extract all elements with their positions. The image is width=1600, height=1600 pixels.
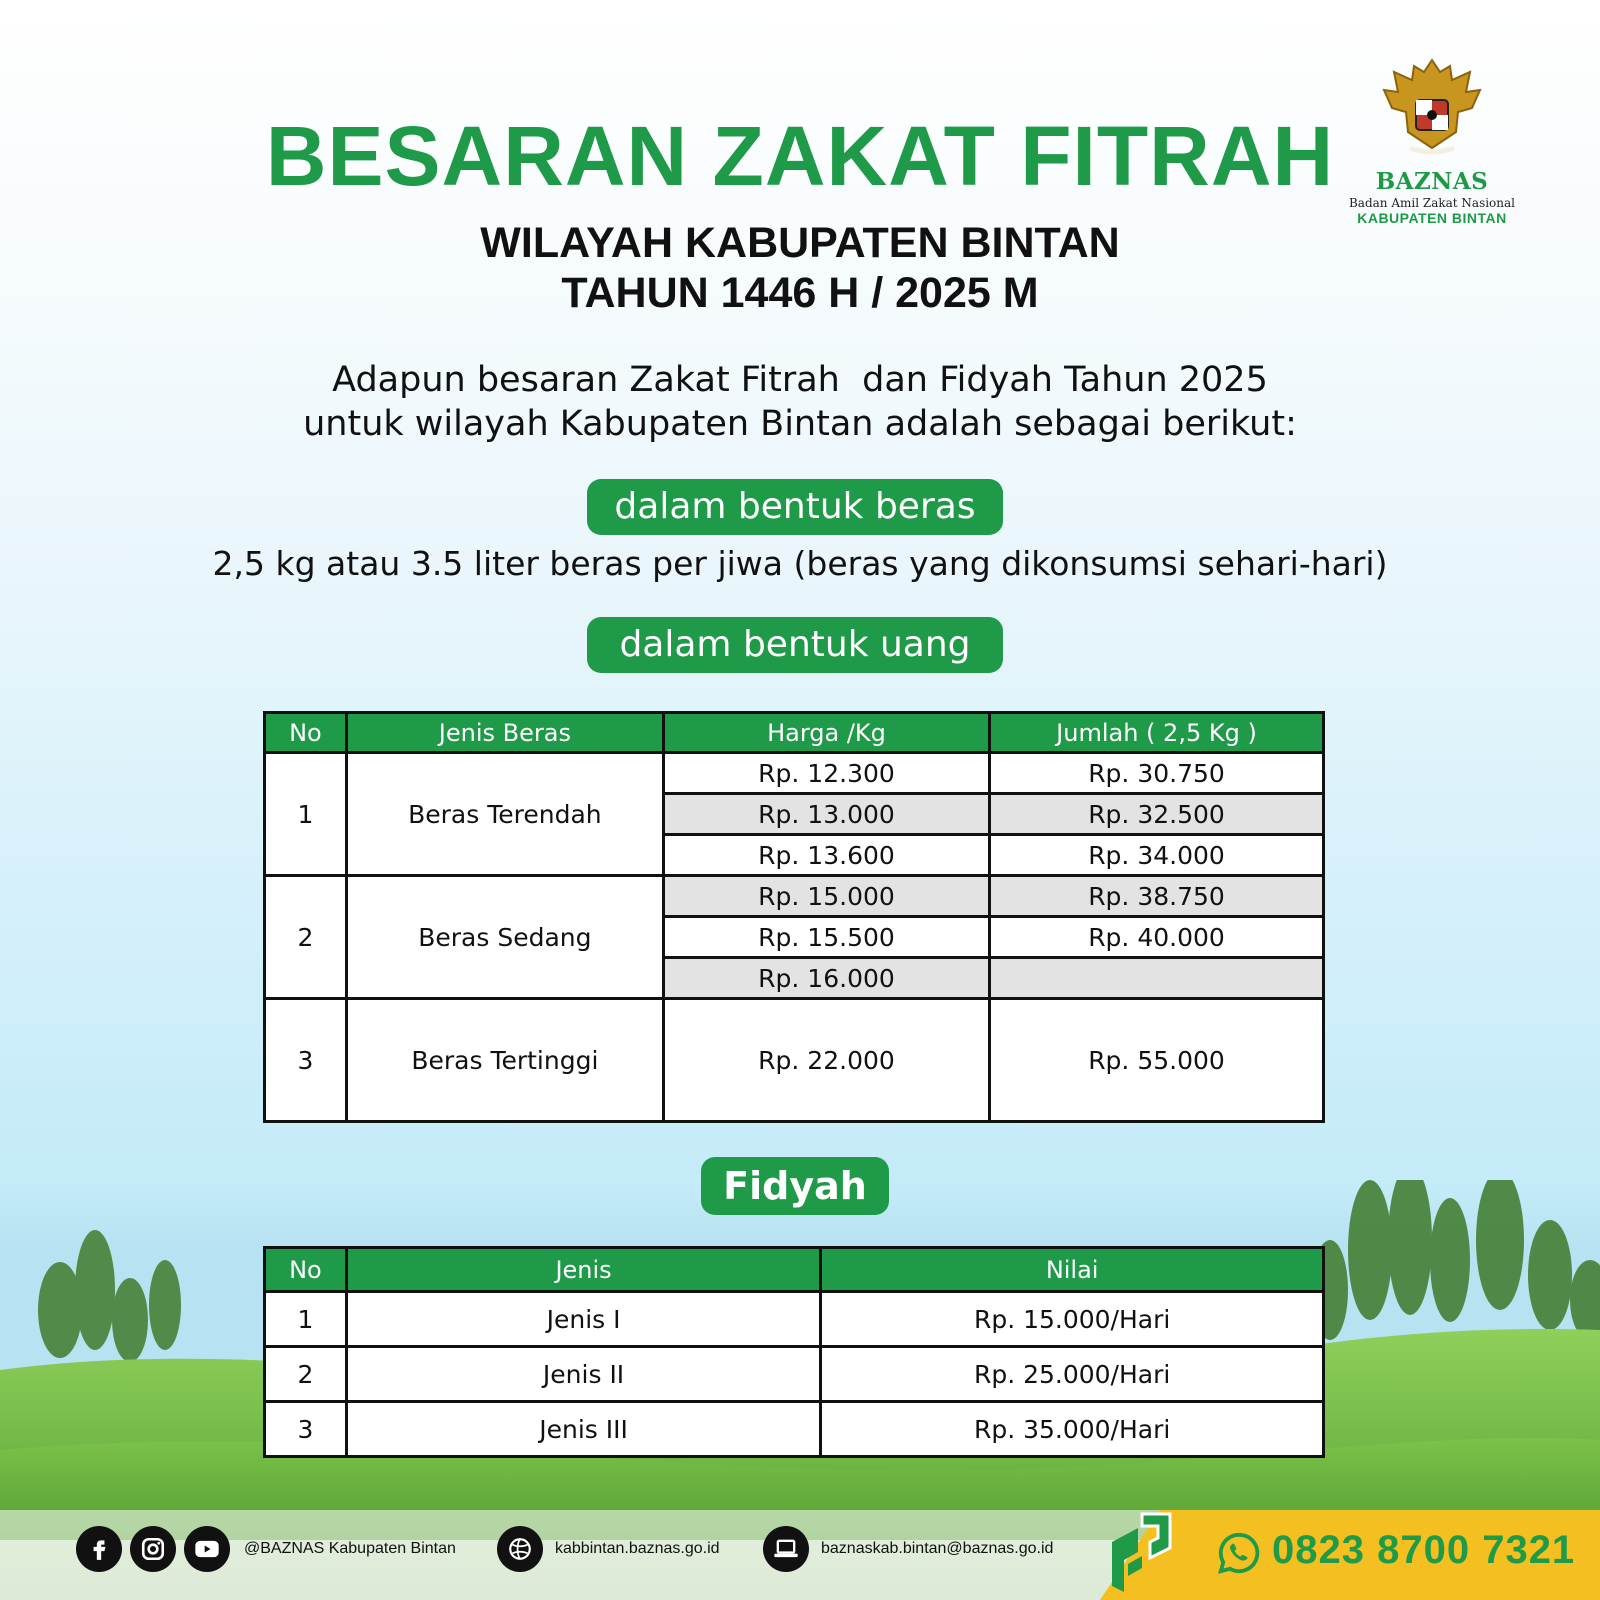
intro-line-1: Adapun besaran Zakat Fitrah dan Fidyah Tahun 2025 xyxy=(332,360,1268,400)
table-row xyxy=(265,876,1324,917)
row-jenis: Beras Tertinggi xyxy=(346,999,663,1122)
row-harga: Rp. 16.000 xyxy=(663,958,989,999)
zakat-price-table xyxy=(263,711,1325,1123)
header-jumlah: Jumlah ( 2,5 Kg ) xyxy=(989,713,1323,753)
header-jenis-beras: Jenis Beras xyxy=(346,713,663,753)
phone-number[interactable]: 0823 8700 7321 xyxy=(1272,1528,1576,1572)
row-jumlah xyxy=(989,958,1323,999)
row-harga: Rp. 12.300 xyxy=(663,753,989,794)
table-header-row xyxy=(265,713,1324,753)
social-handle[interactable]: @BAZNAS Kabupaten Bintan xyxy=(244,1540,456,1557)
uang-section-label: dalam bentuk uang xyxy=(587,617,1003,673)
laptop-icon xyxy=(763,1526,809,1572)
row-no: 3 xyxy=(265,999,347,1122)
table-header-row xyxy=(265,1248,1324,1292)
table-row xyxy=(265,1292,1324,1347)
row-harga: Rp. 15.500 xyxy=(663,917,989,958)
footer xyxy=(0,1496,1600,1600)
row-harga: Rp. 13.000 xyxy=(663,794,989,835)
page-subtitle xyxy=(0,218,1600,318)
table-row xyxy=(265,1402,1324,1457)
row-jumlah: Rp. 38.750 xyxy=(989,876,1323,917)
row-jenis: Beras Terendah xyxy=(346,753,663,876)
beras-section-label: dalam bentuk beras xyxy=(587,479,1003,535)
instagram-icon[interactable] xyxy=(130,1526,176,1572)
row-harga: Rp. 15.000 xyxy=(663,876,989,917)
row-jumlah: Rp. 40.000 xyxy=(989,917,1323,958)
subtitle-line-1: WILAYAH KABUPATEN BINTAN xyxy=(480,219,1120,267)
row-harga: Rp. 13.600 xyxy=(663,835,989,876)
website-link[interactable]: kabbintan.baznas.go.id xyxy=(555,1540,720,1557)
facebook-icon[interactable] xyxy=(76,1526,122,1572)
logo-name: BAZNAS xyxy=(1375,168,1489,195)
header-no: No xyxy=(265,1248,347,1292)
logo-subtitle: Badan Amil Zakat Nasional xyxy=(1348,196,1516,210)
social-icons xyxy=(76,1526,230,1572)
globe-icon xyxy=(497,1526,543,1572)
row-no: 3 xyxy=(265,1402,347,1457)
intro-text xyxy=(0,358,1600,446)
row-jumlah: Rp. 55.000 xyxy=(989,999,1323,1122)
row-jumlah: Rp. 30.750 xyxy=(989,753,1323,794)
row-no: 1 xyxy=(265,1292,347,1347)
header-jenis: Jenis xyxy=(346,1248,820,1292)
row-nilai: Rp. 25.000/Hari xyxy=(821,1347,1324,1402)
row-jenis: Beras Sedang xyxy=(346,876,663,999)
row-jenis: Jenis I xyxy=(346,1292,820,1347)
row-jumlah: Rp. 32.500 xyxy=(989,794,1323,835)
fidyah-section-label: Fidyah xyxy=(701,1157,889,1215)
subtitle-line-2: TAHUN 1446 H / 2025 M xyxy=(561,269,1039,317)
table-row xyxy=(265,753,1324,794)
table-row xyxy=(265,1347,1324,1402)
row-nilai: Rp. 35.000/Hari xyxy=(821,1402,1324,1457)
whatsapp-icon xyxy=(1216,1530,1262,1576)
row-harga: Rp. 22.000 xyxy=(663,999,989,1122)
row-no: 2 xyxy=(265,876,347,999)
youtube-icon[interactable] xyxy=(184,1526,230,1572)
page-title: BESARAN ZAKAT FITRAH xyxy=(265,109,1335,203)
row-jenis: Jenis II xyxy=(346,1347,820,1402)
row-nilai: Rp. 15.000/Hari xyxy=(821,1292,1324,1347)
header-no: No xyxy=(265,713,347,753)
row-jenis: Jenis III xyxy=(346,1402,820,1457)
baznas-mark-icon xyxy=(1098,1508,1178,1598)
header-nilai: Nilai xyxy=(821,1248,1324,1292)
table-row xyxy=(265,999,1324,1122)
logo-region: KABUPATEN BINTAN xyxy=(1357,210,1507,226)
row-no: 1 xyxy=(265,753,347,876)
beras-amount-text: 2,5 kg atau 3.5 liter beras per jiwa (beras yang dikonsumsi sehari-hari) xyxy=(212,544,1388,583)
email-link[interactable]: baznaskab.bintan@baznas.go.id xyxy=(821,1540,1054,1557)
header-harga: Harga /Kg xyxy=(663,713,989,753)
intro-line-2: untuk wilayah Kabupaten Bintan adalah sebagai berikut: xyxy=(303,404,1297,444)
fidyah-table xyxy=(263,1246,1325,1458)
row-jumlah: Rp. 34.000 xyxy=(989,835,1323,876)
row-no: 2 xyxy=(265,1347,347,1402)
